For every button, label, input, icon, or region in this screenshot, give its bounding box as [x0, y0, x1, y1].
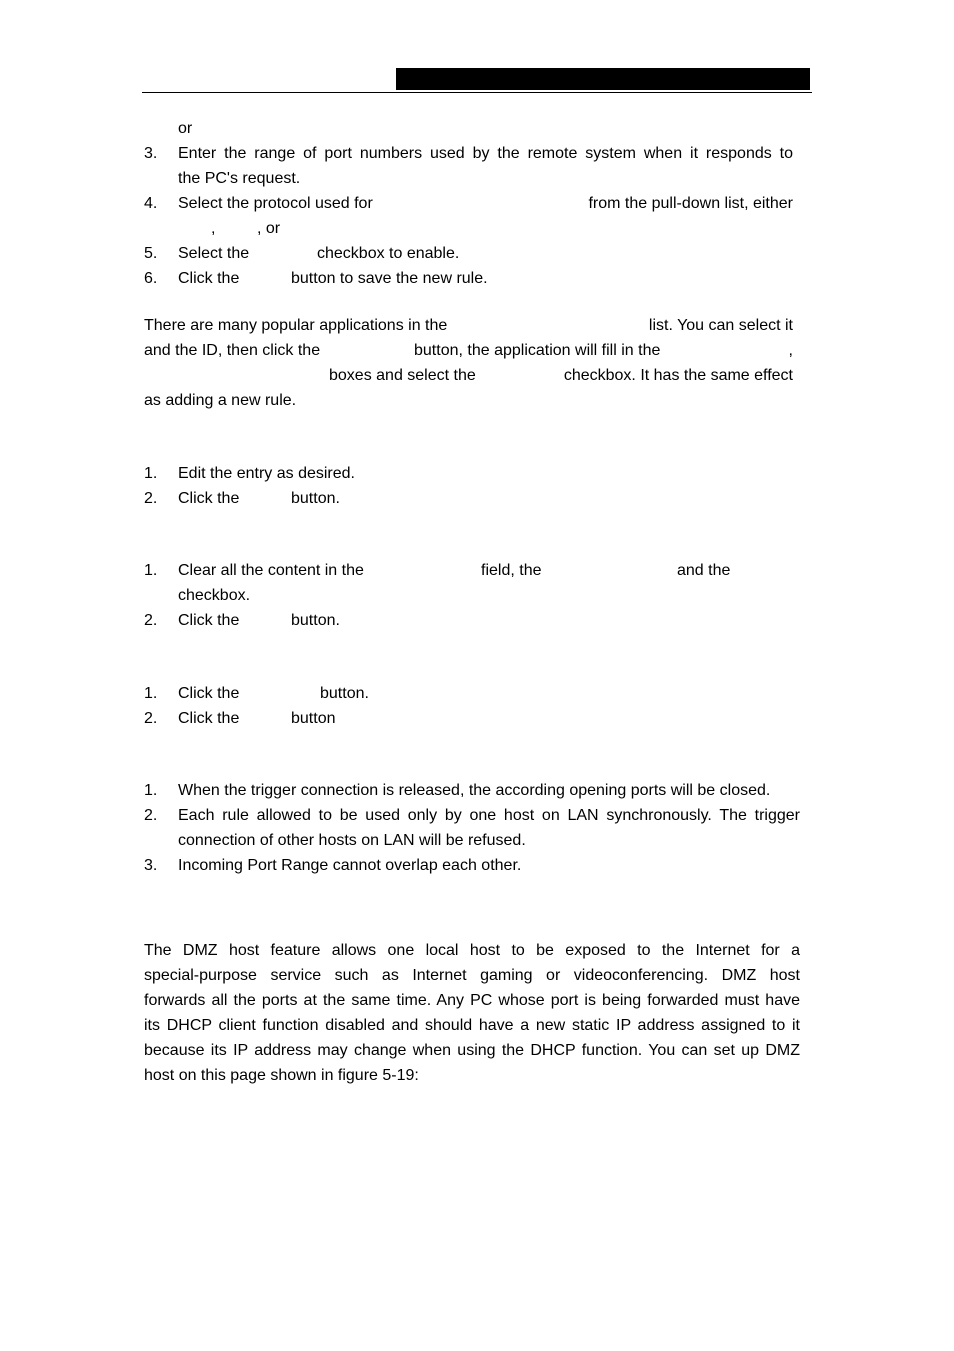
step-text: Enter the range of port numbers used by the remote system when it responds to: [178, 145, 793, 162]
paragraph-text: checkbox. It has the same effect: [563, 367, 793, 384]
step-text: the PC's request.: [178, 170, 301, 187]
step-text: Click the: [178, 490, 240, 507]
step-text: and the: [677, 562, 731, 579]
header-bar: [396, 68, 810, 90]
note-number: 2.: [144, 807, 158, 824]
step-number: 5.: [144, 245, 158, 262]
step-text: Click the: [178, 270, 240, 287]
dmz-paragraph-line: host on this page shown in figure 5-19:: [144, 1067, 419, 1084]
step-text: checkbox.: [178, 587, 251, 604]
step-text: Click the: [178, 685, 240, 702]
step-text: ,: [211, 220, 216, 237]
step-text: field, the: [481, 562, 542, 579]
step-text: button.: [291, 612, 340, 629]
note-number: 3.: [144, 857, 158, 874]
step-number: 2.: [144, 490, 158, 507]
header-rule: [142, 92, 812, 93]
step-text: Edit the entry as desired.: [178, 465, 355, 482]
step-number: 1.: [144, 562, 158, 579]
step-number: 2.: [144, 612, 158, 629]
step-number: 3.: [144, 145, 158, 162]
note-text: Each rule allowed to be used only by one host on LAN synchronously. The trigger: [178, 807, 800, 824]
step-text: Clear all the content in the: [178, 562, 364, 579]
note-text: When the trigger connection is released, the according opening ports will be closed.: [178, 782, 771, 799]
dmz-paragraph-line: its DHCP client function disabled and should have a new static IP address assigned to it: [144, 1017, 800, 1034]
step-number: 6.: [144, 270, 158, 287]
dmz-paragraph-line: special-purpose service such as Internet gaming or videoconferencing. DMZ host: [144, 967, 800, 984]
step-text: Click the: [178, 710, 240, 727]
paragraph-text: ,: [788, 342, 793, 359]
note-number: 1.: [144, 782, 158, 799]
paragraph-text: button, the application will fill in the: [414, 342, 661, 359]
step-text: from the pull-down list, either: [588, 195, 793, 212]
step-number: 4.: [144, 195, 158, 212]
step-number: 1.: [144, 465, 158, 482]
paragraph-text: There are many popular applications in the: [144, 317, 448, 334]
step-text: button to save the new rule.: [291, 270, 488, 287]
step-text: Select the protocol used for: [178, 195, 373, 212]
step-text: checkbox to enable.: [317, 245, 460, 262]
step-number: 1.: [144, 685, 158, 702]
paragraph-text: boxes and select the: [329, 367, 476, 384]
note-text: Incoming Port Range cannot overlap each other.: [178, 857, 522, 874]
step-text: Select the: [178, 245, 250, 262]
step-text: button.: [291, 490, 340, 507]
step-text: button.: [320, 685, 369, 702]
dmz-paragraph-line: The DMZ host feature allows one local host to be exposed to the Internet for a: [144, 942, 800, 959]
dmz-paragraph-line: because its IP address may change when using the DHCP function. You can set up DMZ: [144, 1042, 800, 1059]
paragraph-text: list. You can select it: [648, 317, 793, 334]
step-text: , or: [257, 220, 281, 237]
dmz-paragraph-line: forwards all the ports at the same time. Any PC whose port is being forwarded must have: [144, 992, 800, 1009]
paragraph-text: and the ID, then click the: [144, 342, 321, 359]
step-text: Click the: [178, 612, 240, 629]
step-text: button: [291, 710, 336, 727]
step-number: 2.: [144, 710, 158, 727]
step-or: or: [178, 120, 193, 137]
paragraph-text: as adding a new rule.: [144, 392, 297, 409]
note-text: connection of other hosts on LAN will be refused.: [178, 832, 526, 849]
